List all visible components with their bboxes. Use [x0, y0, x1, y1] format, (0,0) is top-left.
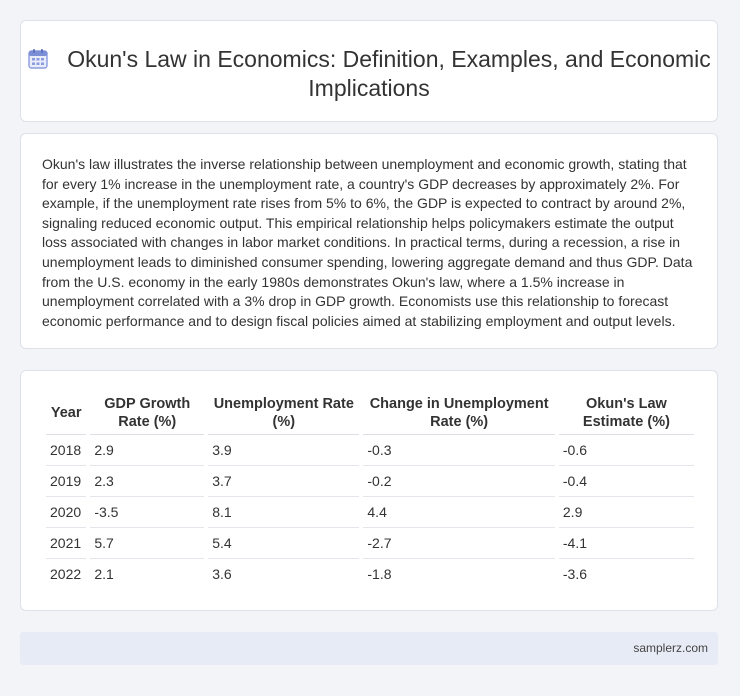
cell-gdp-growth: 2.9: [90, 435, 204, 466]
header-okun-estimate: Okun's Law Estimate (%): [559, 391, 694, 435]
header-card: [20, 20, 718, 122]
cell-unemployment-rate: 5.4: [208, 528, 359, 559]
table-row: [46, 559, 694, 589]
header-gdp-growth: GDP Growth Rate (%): [90, 391, 204, 435]
table-header-row: [46, 391, 694, 435]
cell-change-in-unemployment: -0.2: [363, 466, 555, 497]
cell-change-in-unemployment: -1.8: [367, 566, 392, 582]
page-title: Okun's Law in Economics: Definition, Examples, and Economic Implications: [67, 46, 711, 101]
intro-card: [20, 133, 718, 349]
cell-gdp-growth: 2.3: [90, 466, 204, 497]
okun-data-table: [42, 391, 698, 589]
cell-unemployment-rate: 8.1: [208, 497, 359, 528]
cell-gdp-growth: 5.7: [90, 528, 204, 559]
cell-okun-estimate: -0.6: [559, 435, 694, 466]
cell-year: 2022: [50, 566, 82, 582]
cell-okun-estimate: -0.4: [559, 466, 694, 497]
table-row: [46, 466, 694, 497]
table-row: [46, 435, 694, 466]
intro-paragraph: Okun's law illustrates the inverse relationship between unemployment and economic growth, stating that for every 1% increase in the unemployment rate, a country's GDP decreases by approximately 2%. For example, if the unemployment rate rises from 5% to 6%, the GDP is expected to contract by around 2%, signaling reduced economic output. This empirical relationship helps policymakers estimate the output loss associated with changes in labor market conditions. In practical terms, during a recession, a rise in unemployment leads to diminished consumer spending, lowering aggregate demand and thus GDP. Data from the U.S. economy in the early 1980s demonstrates Okun's law, where a 1.5% increase in unemployment correlated with a 3% drop in GDP growth. Economists use this relationship to forecast economic performance and to design fiscal policies aimed at stabilizing employment and output levels.: [42, 156, 693, 329]
table-card: [20, 370, 718, 611]
header-change-in-unemployment: Change in Unemployment Rate (%): [363, 391, 555, 435]
cell-unemployment-rate: 3.7: [208, 466, 359, 497]
cell-change-in-unemployment: -0.3: [363, 435, 555, 466]
table-row: [46, 497, 694, 528]
footer-bar: [20, 632, 718, 665]
title-row: [21, 45, 717, 103]
cell-okun-estimate: 2.9: [559, 497, 694, 528]
calendar-icon: [27, 48, 49, 70]
cell-year: 2018: [46, 435, 86, 466]
cell-year: 2019: [46, 466, 86, 497]
cell-change-in-unemployment: -2.7: [363, 528, 555, 559]
table-row: [46, 528, 694, 559]
cell-unemployment-rate: 3.6: [212, 566, 232, 582]
cell-year: 2021: [46, 528, 86, 559]
cell-okun-estimate: -4.1: [559, 528, 694, 559]
footer-site-link[interactable]: samplerz.com: [633, 641, 708, 655]
cell-okun-estimate: -3.6: [562, 566, 588, 582]
header-year: Year: [46, 391, 86, 435]
cell-year: 2020: [46, 497, 86, 528]
cell-gdp-growth: 2.1: [94, 566, 114, 582]
cell-gdp-growth: -3.5: [90, 497, 204, 528]
cell-unemployment-rate: 3.9: [208, 435, 359, 466]
cell-change-in-unemployment: 4.4: [363, 497, 555, 528]
header-unemployment-rate: Unemployment Rate (%): [208, 391, 359, 435]
